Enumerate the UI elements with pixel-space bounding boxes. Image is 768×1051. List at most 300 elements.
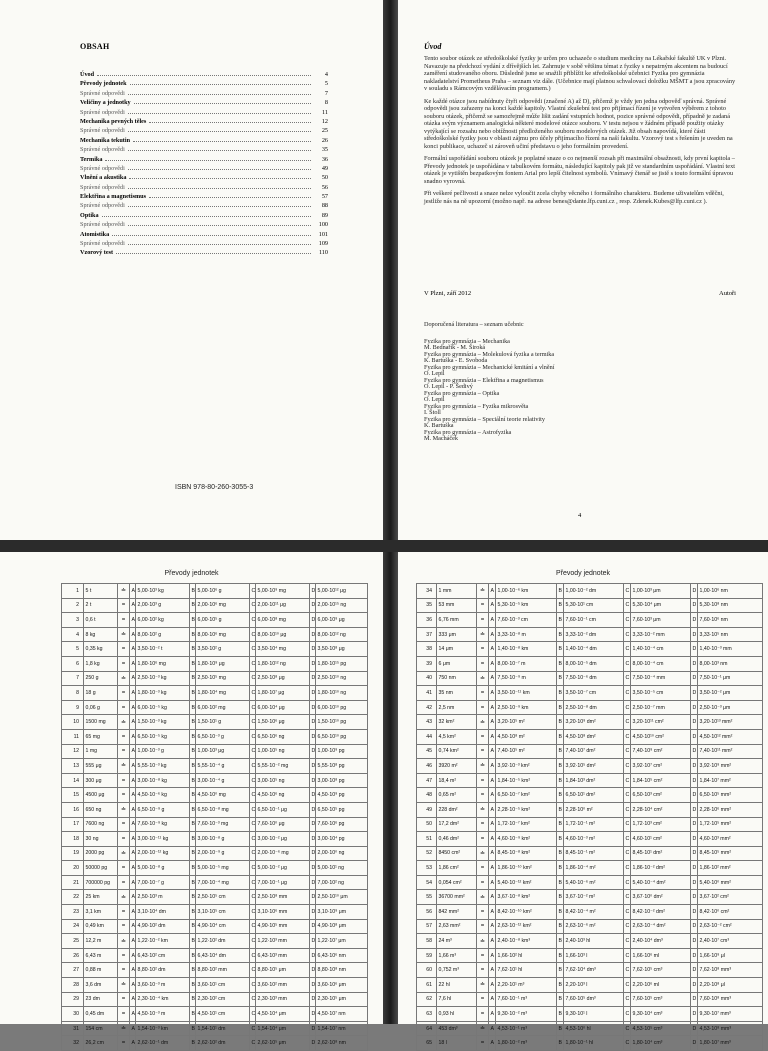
option-a: 3,33·10⁻⁸ m <box>496 627 557 642</box>
option-b: 3,20·10⁹ dm² <box>564 715 624 730</box>
relation-symbol: = <box>477 861 489 876</box>
toc-leader <box>133 135 311 142</box>
toc-entry-label: Správné odpovědi <box>80 221 125 229</box>
quantity: 2,63 mm² <box>437 919 477 934</box>
option-letter: B <box>190 627 196 642</box>
option-d: 7,50·10⁻¹ μm <box>698 671 763 686</box>
option-letter: A <box>130 978 136 993</box>
relation-symbol: = <box>477 700 489 715</box>
literature-item: K. Bartuška - E. Svoboda <box>424 357 488 364</box>
toc-leader <box>130 78 311 85</box>
option-d: 2,00·10¹⁵ ng <box>316 598 368 613</box>
option-c: 8,45·10¹ dm² <box>631 846 691 861</box>
option-letter: A <box>130 905 136 920</box>
option-letter: C <box>624 861 631 876</box>
option-letter: C <box>624 744 631 759</box>
option-c: 5,30·10⁴ μm <box>631 598 691 613</box>
option-b: 6,00·10⁵ g <box>196 613 250 628</box>
quantity: 228 dm² <box>437 802 477 817</box>
toc-entry-page: 26 <box>321 136 328 144</box>
option-d: 1,22·10⁷ μm <box>316 934 368 949</box>
option-d: 2,63·10⁻² cm² <box>698 919 763 934</box>
toc-entry <box>80 154 328 163</box>
option-letter: B <box>557 671 564 686</box>
toc-entry <box>80 88 328 97</box>
option-letter: C <box>250 1021 256 1036</box>
option-a: 6,50·10⁻⁵ kg <box>136 729 190 744</box>
toc-entry <box>80 135 328 144</box>
table-row <box>62 817 368 832</box>
option-c: 7,60·10⁰ μg <box>256 817 310 832</box>
option-b: 4,50·10⁸ dm² <box>564 729 624 744</box>
row-number: 38 <box>417 642 437 657</box>
option-b: 1,22·10² dm <box>196 934 250 949</box>
literature-item: O. Lepil - P. Šedivý <box>424 383 473 390</box>
option-b: 2,30·10² cm <box>196 992 250 1007</box>
table-row <box>62 1036 368 1051</box>
toc-entry <box>80 78 328 87</box>
option-letter: A <box>489 584 496 599</box>
quantity: 1500 mg <box>84 715 118 730</box>
option-letter: B <box>190 656 196 671</box>
quantity: 154 cm <box>84 1021 118 1036</box>
option-c: 3,20·10¹¹ cm² <box>631 715 691 730</box>
quantity: 0,35 kg <box>84 642 118 657</box>
option-letter: C <box>624 656 631 671</box>
option-letter: A <box>130 773 136 788</box>
toc-leader <box>128 125 311 132</box>
option-letter: B <box>190 978 196 993</box>
relation-symbol: = <box>118 861 130 876</box>
option-c: 7,60·10⁵ cm³ <box>631 992 691 1007</box>
option-c: 3,33·10⁻² mm <box>631 627 691 642</box>
option-letter: B <box>557 890 564 905</box>
option-d: 6,50·10⁵ mm² <box>698 788 763 803</box>
quantity: 2,5 nm <box>437 700 477 715</box>
row-number: 43 <box>417 715 437 730</box>
option-letter: B <box>190 934 196 949</box>
option-a: 2,30·10⁻⁴ km <box>136 992 190 1007</box>
row-number: 15 <box>62 788 84 803</box>
option-a: 1,80·10⁻² m³ <box>496 1036 557 1051</box>
conversion-page-left <box>0 552 383 1047</box>
option-d: 6,50·10¹⁰ pg <box>316 729 368 744</box>
literature-item: Fyzika pro gymnázia – Fyzika mikrosvěta <box>424 402 529 410</box>
quantity: 0,752 m³ <box>437 963 477 978</box>
option-d: 3,60·10⁶ μm <box>316 978 368 993</box>
option-b: 3,50·10² g <box>196 642 250 657</box>
quantity: 0,6 t <box>84 613 118 628</box>
option-c: 2,63·10⁻⁴ dm² <box>631 919 691 934</box>
option-d: 7,60·10⁸ mm³ <box>698 992 763 1007</box>
quantity: 0,74 km² <box>437 744 477 759</box>
option-a: 3,00·10⁻⁸ kg <box>136 773 190 788</box>
option-letter: D <box>310 686 316 701</box>
quantity: 0,65 m² <box>437 788 477 803</box>
option-letter: D <box>310 744 316 759</box>
toc-leader <box>97 69 311 76</box>
row-number: 11 <box>62 729 84 744</box>
option-letter: C <box>250 729 256 744</box>
option-a: 2,50·10⁻³ kg <box>136 671 190 686</box>
option-a: 5,55·10⁻³ kg <box>136 759 190 774</box>
option-c: 8,80·10⁵ μm <box>256 963 310 978</box>
toc-list <box>80 69 328 257</box>
option-c: 6,50·10³ cm² <box>631 788 691 803</box>
toc-leader <box>116 247 311 254</box>
option-d: 4,50·10⁷ nm <box>316 1007 368 1022</box>
option-letter: A <box>130 992 136 1007</box>
literature-list <box>424 322 724 443</box>
quantity: 555 μg <box>84 759 118 774</box>
option-letter: C <box>250 788 256 803</box>
quantity: 8450 cm² <box>437 846 477 861</box>
relation-symbol: ≐ <box>118 715 130 730</box>
option-letter: B <box>557 802 564 817</box>
row-number: 26 <box>62 948 84 963</box>
option-letter: D <box>310 846 316 861</box>
spread-separator <box>0 540 768 552</box>
option-letter: A <box>130 846 136 861</box>
option-letter: C <box>250 861 256 876</box>
option-letter: B <box>190 598 196 613</box>
toc-leader <box>128 238 311 245</box>
row-number: 16 <box>62 802 84 817</box>
option-c: 1,40·10⁻⁴ cm <box>631 642 691 657</box>
table-row <box>417 627 763 642</box>
option-letter: A <box>130 861 136 876</box>
option-letter: A <box>489 846 496 861</box>
option-c: 2,20·10⁶ ml <box>631 978 691 993</box>
option-letter: C <box>624 584 631 599</box>
literature-item: O. Lepil <box>424 370 445 377</box>
relation-symbol: = <box>477 686 489 701</box>
quantity: 6,76 mm <box>437 613 477 628</box>
conversion-table <box>416 583 763 1051</box>
row-number: 52 <box>417 846 437 861</box>
option-letter: C <box>250 934 256 949</box>
option-b: 9,30·10¹ l <box>564 1007 624 1022</box>
row-number: 27 <box>62 963 84 978</box>
option-d: 6,43·10⁶ nm <box>316 948 368 963</box>
table-title: Převody jednotek <box>555 570 611 577</box>
option-c: 2,30·10³ mm <box>256 992 310 1007</box>
relation-symbol: = <box>118 875 130 890</box>
option-c: 1,80·10⁷ μg <box>256 686 310 701</box>
option-letter: C <box>624 1036 631 1051</box>
option-c: 7,40·10⁹ cm² <box>631 744 691 759</box>
quantity: 25 km <box>84 890 118 905</box>
table-row <box>417 788 763 803</box>
toc-entry-label: Správné odpovědi <box>80 108 125 116</box>
table-row <box>417 744 763 759</box>
option-letter: A <box>130 642 136 657</box>
quantity: 22 hl <box>437 978 477 993</box>
option-letter: D <box>691 700 698 715</box>
toc-entry-label: Mechanika tekutin <box>80 136 131 144</box>
row-number: 13 <box>62 759 84 774</box>
literature-item: Fyzika pro gymnázia – Molekulová fyzika a termika <box>424 350 555 358</box>
intro-text <box>424 55 736 210</box>
option-letter: A <box>489 671 496 686</box>
option-a: 6,00·10² kg <box>136 613 190 628</box>
option-d: 2,50·10⁻³ μm <box>698 700 763 715</box>
relation-symbol: = <box>477 598 489 613</box>
table-row <box>62 656 368 671</box>
option-letter: C <box>624 1021 631 1036</box>
table-row <box>417 1021 763 1036</box>
signature-line <box>424 290 736 297</box>
option-a: 6,50·10⁻⁷ km² <box>496 788 557 803</box>
table-row <box>417 656 763 671</box>
row-number: 36 <box>417 613 437 628</box>
option-letter: D <box>310 613 316 628</box>
option-b: 6,43·10⁴ dm <box>196 948 250 963</box>
relation-symbol: ≐ <box>118 890 130 905</box>
option-c: 1,66·10⁶ ml <box>631 948 691 963</box>
option-d: 3,00·10⁸ pg <box>316 773 368 788</box>
option-b: 6,50·10¹ dm² <box>564 788 624 803</box>
table-row <box>62 671 368 686</box>
option-d: 7,40·10¹¹ mm² <box>698 744 763 759</box>
option-c: 3,00·10⁵ ng <box>256 773 310 788</box>
option-letter: D <box>691 1007 698 1022</box>
option-letter: D <box>310 729 316 744</box>
relation-symbol: = <box>118 963 130 978</box>
literature-item: Fyzika pro gymnázia – Elektřina a magnetismus <box>424 376 544 384</box>
option-d: 4,53·10⁸ mm³ <box>698 1021 763 1036</box>
literature-item: K. Bartuška <box>424 422 454 429</box>
option-b: 4,90·10⁴ cm <box>196 919 250 934</box>
option-letter: C <box>250 686 256 701</box>
option-letter: D <box>691 890 698 905</box>
quantity: 750 nm <box>437 671 477 686</box>
relation-symbol: ≐ <box>477 671 489 686</box>
toc-leader <box>128 107 311 114</box>
table-row <box>417 963 763 978</box>
option-c: 1,00·10³ μm <box>631 584 691 599</box>
option-letter: D <box>691 992 698 1007</box>
toc-leader <box>149 116 311 123</box>
option-letter: D <box>310 890 316 905</box>
option-c: 1,22·10³ mm <box>256 934 310 949</box>
option-letter: A <box>130 627 136 642</box>
relation-symbol: = <box>477 729 489 744</box>
option-letter: B <box>557 759 564 774</box>
toc-entry <box>80 125 328 134</box>
toc-leader <box>128 88 311 95</box>
relation-symbol: = <box>118 905 130 920</box>
table-row <box>417 715 763 730</box>
toc-leader <box>128 219 311 226</box>
option-letter: A <box>130 729 136 744</box>
toc-entry-label: Veličiny a jednotky <box>80 99 131 107</box>
option-c: 1,50·10⁶ μg <box>256 715 310 730</box>
option-letter: C <box>624 627 631 642</box>
option-letter: A <box>130 700 136 715</box>
quantity: 250 g <box>84 671 118 686</box>
option-letter: A <box>130 584 136 599</box>
relation-symbol: ≐ <box>477 759 489 774</box>
conversion-table <box>61 583 368 1051</box>
quantity: 5 t <box>84 584 118 599</box>
option-d: 4,50·10⁹ pg <box>316 788 368 803</box>
quantity: 1,86 cm² <box>437 861 477 876</box>
relation-symbol: = <box>477 832 489 847</box>
option-letter: C <box>250 642 256 657</box>
relation-symbol: = <box>477 963 489 978</box>
option-letter: B <box>190 1036 196 1051</box>
row-number: 65 <box>417 1036 437 1051</box>
quantity: 2000 pg <box>84 846 118 861</box>
option-letter: D <box>691 773 698 788</box>
option-a: 2,50·10³ m <box>136 890 190 905</box>
option-letter: B <box>557 1007 564 1022</box>
book-gutter <box>383 0 398 1024</box>
option-letter: C <box>624 788 631 803</box>
row-number: 5 <box>62 642 84 657</box>
option-letter: D <box>310 598 316 613</box>
table-row <box>417 1036 763 1051</box>
relation-symbol: = <box>118 832 130 847</box>
option-letter: D <box>691 905 698 920</box>
option-d: 4,50·10¹² mm² <box>698 729 763 744</box>
option-letter: B <box>557 1036 564 1051</box>
option-d: 1,80·10¹⁰ ng <box>316 686 368 701</box>
option-b: 6,50·10⁻⁸ mg <box>196 802 250 817</box>
option-b: 1,00·10³ μg <box>196 744 250 759</box>
option-b: 1,86·10⁻⁴ m² <box>564 861 624 876</box>
option-d: 8,80·10⁸ nm <box>316 963 368 978</box>
row-number: 29 <box>62 992 84 1007</box>
option-letter: B <box>557 846 564 861</box>
option-c: 8,00·10¹⁰ μg <box>256 627 310 642</box>
toc-entry-page: 7 <box>324 89 328 97</box>
option-a: 1,80·10⁶ mg <box>136 656 190 671</box>
option-letter: D <box>691 861 698 876</box>
table-row <box>62 890 368 905</box>
option-a: 6,50·10⁻⁹ g <box>136 802 190 817</box>
option-letter: A <box>489 773 496 788</box>
option-letter: A <box>489 919 496 934</box>
option-letter: D <box>691 802 698 817</box>
option-d: 5,55·10⁸ pg <box>316 759 368 774</box>
relation-symbol: = <box>477 788 489 803</box>
toc-entry <box>80 200 328 209</box>
table-row <box>62 729 368 744</box>
option-b: 2,40·10³ hl <box>564 934 624 949</box>
option-letter: B <box>557 642 564 657</box>
option-letter: A <box>130 934 136 949</box>
intro-paragraph: Při veškeré pečlivosti a snaze nelze vyloučit zcela chyby věcného i formálního charakteru. Budeme uživatelům vděčni, jestliže nás na ně upozorní (možno např. na adrese benes@dante.lfp.cuni.cz , resp. Zdenek.Kubes@lfp.cuni.cz ). <box>424 190 724 205</box>
option-letter: D <box>310 759 316 774</box>
relation-symbol: = <box>118 700 130 715</box>
row-number: 47 <box>417 773 437 788</box>
quantity: 650 ng <box>84 802 118 817</box>
option-letter: A <box>130 613 136 628</box>
option-c: 3,50·10⁴ mg <box>256 642 310 657</box>
option-letter: C <box>624 686 631 701</box>
option-a: 1,66·10² hl <box>496 948 557 963</box>
toc-entry-page: 57 <box>321 193 328 201</box>
option-d: 6,50·10⁵ pg <box>316 802 368 817</box>
option-letter: B <box>557 729 564 744</box>
option-letter: C <box>624 802 631 817</box>
option-c: 2,50·10⁻⁷ mm <box>631 700 691 715</box>
quantity: 18 l <box>437 1036 477 1051</box>
option-letter: A <box>130 1036 136 1051</box>
quantity: 700000 pg <box>84 875 118 890</box>
row-number: 8 <box>62 686 84 701</box>
option-d: 1,50·10¹⁰ pg <box>316 715 368 730</box>
quantity: 32 km² <box>437 715 477 730</box>
table-row <box>62 992 368 1007</box>
option-a: 4,53·10⁻¹ m³ <box>496 1021 557 1036</box>
option-d: 3,92·10⁹ mm² <box>698 759 763 774</box>
option-a: 1,80·10⁻³ kg <box>136 686 190 701</box>
option-c: 3,10·10⁶ mm <box>256 905 310 920</box>
toc-entry-page: 89 <box>321 211 328 219</box>
option-d: 8,45·10⁵ mm² <box>698 846 763 861</box>
option-c: 3,50·10⁻⁵ cm <box>631 686 691 701</box>
option-b: 5,30·10¹ cm <box>564 598 624 613</box>
toc-entry-page: 110 <box>318 249 328 257</box>
option-letter: B <box>190 715 196 730</box>
table-title: Převody jednotek <box>164 570 219 577</box>
option-letter: C <box>624 759 631 774</box>
option-b: 6,00·10² mg <box>196 700 250 715</box>
option-b: 7,40·10⁷ dm² <box>564 744 624 759</box>
option-letter: B <box>190 875 196 890</box>
option-letter: C <box>624 715 631 730</box>
row-number: 40 <box>417 671 437 686</box>
option-letter: B <box>190 832 196 847</box>
option-d: 1,80·10⁷ mm³ <box>698 1036 763 1051</box>
option-c: 4,53·10⁵ cm³ <box>631 1021 691 1036</box>
conversion-page-right <box>398 552 768 1047</box>
quantity: 35 nm <box>437 686 477 701</box>
option-c: 1,80·10¹² ng <box>256 656 310 671</box>
option-c: 3,67·10⁰ dm² <box>631 890 691 905</box>
quantity: 1,66 m³ <box>437 948 477 963</box>
option-letter: D <box>691 978 698 993</box>
option-c: 1,84·10⁵ cm² <box>631 773 691 788</box>
option-b: 2,20·10³ l <box>564 978 624 993</box>
quantity: 3,1 km <box>84 905 118 920</box>
option-letter: C <box>250 744 256 759</box>
quantity: 1,8 kg <box>84 656 118 671</box>
table-row <box>417 846 763 861</box>
option-b: 8,45·10⁻¹ m² <box>564 846 624 861</box>
quantity: 4,5 km² <box>437 729 477 744</box>
option-letter: D <box>691 1036 698 1051</box>
option-b: 1,84·10³ dm² <box>564 773 624 788</box>
option-a: 6,00·10⁻⁵ kg <box>136 700 190 715</box>
option-a: 8,80·10² dm <box>136 963 190 978</box>
quantity: 50000 pg <box>84 861 118 876</box>
option-letter: D <box>310 642 316 657</box>
row-number: 19 <box>62 846 84 861</box>
option-d: 4,60·10³ mm² <box>698 832 763 847</box>
option-d: 2,50·10¹⁰ μm <box>316 890 368 905</box>
option-letter: C <box>624 890 631 905</box>
option-letter: B <box>557 919 564 934</box>
option-letter: B <box>190 759 196 774</box>
option-b: 1,80·10⁴ mg <box>196 686 250 701</box>
option-letter: A <box>130 656 136 671</box>
option-a: 5,40·10⁻¹² km² <box>496 875 557 890</box>
option-letter: C <box>250 656 256 671</box>
